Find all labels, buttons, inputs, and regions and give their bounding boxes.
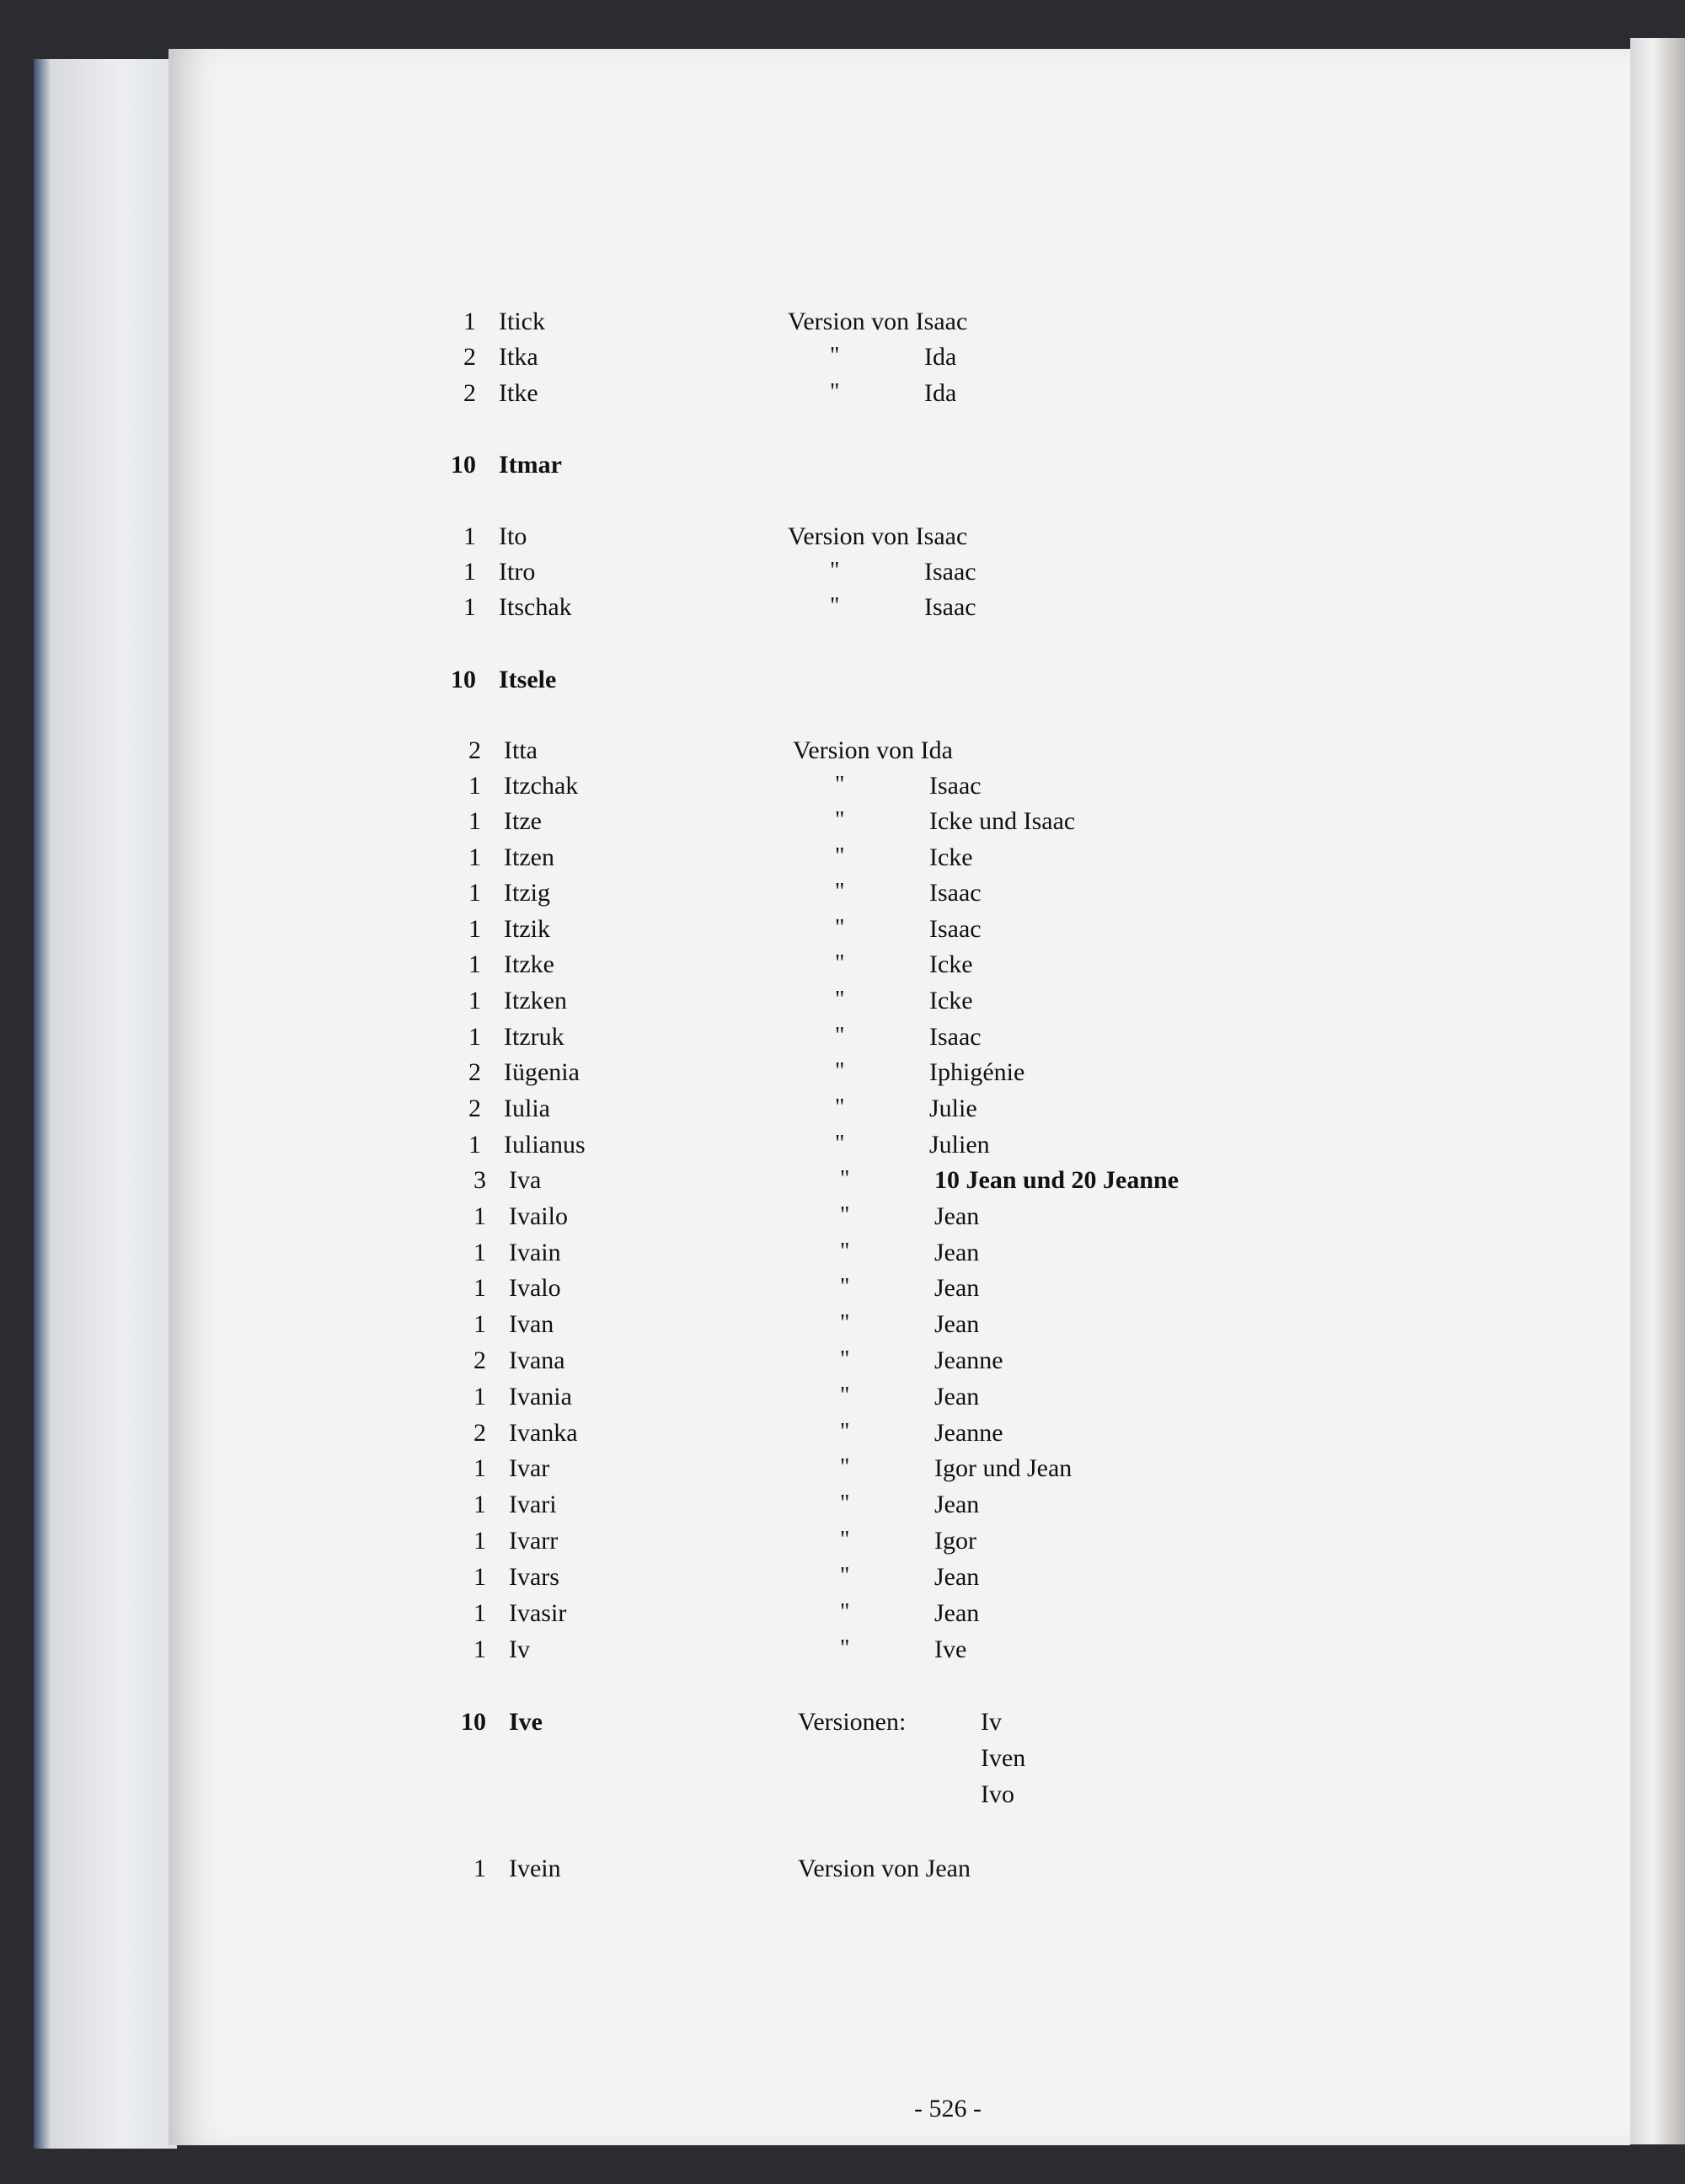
entry-count: 1 — [473, 1274, 486, 1302]
entry-version: Iv — [981, 1708, 1002, 1736]
entry-name: Ivailo — [509, 1202, 568, 1230]
ditto-mark: " — [840, 1166, 850, 1192]
ditto-mark: " — [840, 1383, 850, 1409]
entry-name: Iulia — [504, 1095, 550, 1122]
entry-description: Jean — [934, 1563, 980, 1591]
entry-description: Jeanne — [934, 1346, 1003, 1374]
entry-count: 2 — [463, 343, 476, 371]
entry-name: Ito — [499, 522, 527, 550]
ditto-mark: " — [835, 1023, 845, 1049]
ditto-mark: " — [835, 915, 845, 941]
ditto-mark: " — [835, 950, 845, 977]
ditto-mark: " — [835, 879, 845, 905]
entry-name: Itzig — [504, 879, 550, 907]
entry-count: 2 — [463, 379, 476, 407]
entry-name: Ivana — [509, 1346, 565, 1374]
entry-description: Jean — [934, 1274, 980, 1302]
entry-name: Itzken — [504, 987, 567, 1014]
entry-description: 10 Jean und 20 Jeanne — [934, 1166, 1180, 1194]
entry-count: 1 — [468, 843, 481, 871]
entry-description: Julie — [929, 1095, 977, 1122]
entry-version: Iven — [981, 1744, 1026, 1772]
entry-count: 1 — [468, 1131, 481, 1159]
entry-name: Iulianus — [504, 1131, 586, 1159]
entry-count: 1 — [463, 593, 476, 621]
book-page — [168, 49, 1630, 2145]
entry-description: Jean — [934, 1202, 980, 1230]
entry-name: Ive — [509, 1708, 543, 1736]
entry-count: 1 — [463, 522, 476, 550]
ditto-mark: " — [830, 343, 840, 369]
entry-name: Itschak — [499, 593, 572, 621]
entry-description: Isaac — [924, 593, 976, 621]
page-number: - 526 - — [914, 2095, 982, 2122]
ditto-mark: " — [830, 593, 840, 619]
book-page-edges-right — [1630, 38, 1685, 2144]
entry-count: 2 — [468, 1058, 481, 1086]
entry-description: Jean — [934, 1239, 980, 1266]
entry-name: Iügenia — [504, 1058, 580, 1086]
entry-name: Iva — [509, 1166, 542, 1194]
entry-name: Itze — [504, 807, 542, 835]
entry-name: Ivain — [509, 1239, 561, 1266]
entry-description: Ive — [934, 1635, 967, 1663]
ditto-mark: " — [840, 1635, 850, 1662]
entry-name: Ivar — [509, 1454, 550, 1482]
entry-count: 1 — [473, 1202, 486, 1230]
ditto-mark: " — [830, 379, 840, 405]
entry-name: Itke — [499, 379, 538, 407]
entry-count: 10 — [451, 451, 476, 479]
entry-name: Itzen — [504, 843, 554, 871]
entry-name: Ivania — [509, 1383, 572, 1410]
entry-name: Ivein — [509, 1855, 561, 1882]
ditto-mark: " — [840, 1202, 850, 1228]
entry-count: 1 — [473, 1599, 486, 1627]
entry-description: Version von Isaac — [788, 522, 968, 550]
entry-name: Itzchak — [504, 772, 579, 800]
entry-description: Isaac — [929, 915, 982, 943]
ditto-mark: " — [840, 1239, 850, 1265]
ditto-mark: " — [840, 1599, 850, 1625]
entry-description: Jeanne — [934, 1419, 1003, 1447]
entry-description: Icke — [929, 987, 973, 1014]
entry-name: Itka — [499, 343, 538, 371]
entry-count: 1 — [468, 915, 481, 943]
entry-description: Jean — [934, 1383, 980, 1410]
entry-count: 10 — [451, 666, 476, 693]
ditto-mark: " — [840, 1527, 850, 1553]
entry-count: 1 — [468, 772, 481, 800]
entry-count: 1 — [468, 807, 481, 835]
entry-count: 2 — [468, 1095, 481, 1122]
entry-count: 1 — [473, 1635, 486, 1663]
entry-name: Itzke — [504, 950, 554, 978]
ditto-mark: " — [840, 1454, 850, 1480]
entry-count: 1 — [473, 1383, 486, 1410]
entry-description: Jean — [934, 1599, 980, 1627]
entry-count: 1 — [463, 308, 476, 335]
entry-description: Ida — [924, 379, 957, 407]
ditto-mark: " — [830, 558, 840, 584]
ditto-mark: " — [835, 807, 845, 833]
entry-description: Igor — [934, 1527, 976, 1555]
entry-count: 1 — [473, 1310, 486, 1338]
entry-description: Version von Ida — [793, 736, 953, 764]
entry-count: 1 — [473, 1491, 486, 1518]
ditto-mark: " — [840, 1274, 850, 1300]
entry-name: Itmar — [499, 451, 562, 479]
entry-count: 1 — [468, 1023, 481, 1051]
entry-count: 10 — [461, 1708, 486, 1736]
entry-version: Ivo — [981, 1780, 1014, 1808]
entry-count: 2 — [468, 736, 481, 764]
entry-name: Itta — [504, 736, 538, 764]
ditto-mark: " — [840, 1419, 850, 1445]
entry-count: 1 — [468, 987, 481, 1014]
ditto-mark: " — [835, 987, 845, 1013]
entry-description: Version von Jean — [798, 1855, 971, 1882]
entry-name: Iv — [509, 1635, 530, 1663]
entry-description: Jean — [934, 1491, 980, 1518]
entry-name: Ivari — [509, 1491, 557, 1518]
entry-name: Ivanka — [509, 1419, 578, 1447]
entry-count: 1 — [468, 879, 481, 907]
entry-count: 1 — [468, 950, 481, 978]
entry-count: 3 — [473, 1166, 486, 1194]
ditto-mark: " — [835, 1058, 845, 1084]
ditto-mark: " — [835, 1095, 845, 1121]
entry-description: Icke — [929, 950, 973, 978]
entry-name: Itsele — [499, 666, 557, 693]
entry-description: Isaac — [929, 879, 982, 907]
entry-description: Igor und Jean — [934, 1454, 1073, 1482]
ditto-mark: " — [840, 1563, 850, 1589]
entry-description: Version von Isaac — [788, 308, 968, 335]
entry-count: 1 — [473, 1239, 486, 1266]
entry-name: Itzik — [504, 915, 550, 943]
ditto-mark: " — [835, 772, 845, 798]
entry-description: Isaac — [924, 558, 976, 586]
ditto-mark: " — [840, 1491, 850, 1517]
book-page-edges-left — [34, 59, 177, 2149]
entry-description: Iphigénie — [929, 1058, 1025, 1086]
entry-description: Isaac — [929, 772, 982, 800]
ditto-mark: " — [835, 1131, 845, 1157]
entry-name: Ivalo — [509, 1274, 561, 1302]
entry-description: Icke — [929, 843, 973, 871]
entry-description: Icke und Isaac — [929, 807, 1076, 835]
entry-count: 1 — [463, 558, 476, 586]
entry-count: 2 — [473, 1419, 486, 1447]
entry-name: Ivan — [509, 1310, 554, 1338]
entry-name: Itzruk — [504, 1023, 564, 1051]
entry-count: 1 — [473, 1563, 486, 1591]
entry-count: 2 — [473, 1346, 486, 1374]
entry-description: Jean — [934, 1310, 980, 1338]
entry-description: Versionen: — [798, 1708, 907, 1736]
entry-count: 1 — [473, 1454, 486, 1482]
entry-name: Ivars — [509, 1563, 559, 1591]
entry-description: Isaac — [929, 1023, 982, 1051]
entry-count: 1 — [473, 1855, 486, 1882]
entry-count: 1 — [473, 1527, 486, 1555]
entry-description: Ida — [924, 343, 957, 371]
entry-name: Ivarr — [509, 1527, 559, 1555]
ditto-mark: " — [840, 1346, 850, 1373]
entry-name: Itro — [499, 558, 536, 586]
entry-description: Julien — [929, 1131, 990, 1159]
ditto-mark: " — [835, 843, 845, 870]
entry-name: Itick — [499, 308, 545, 335]
ditto-mark: " — [840, 1310, 850, 1336]
entry-name: Ivasir — [509, 1599, 567, 1627]
